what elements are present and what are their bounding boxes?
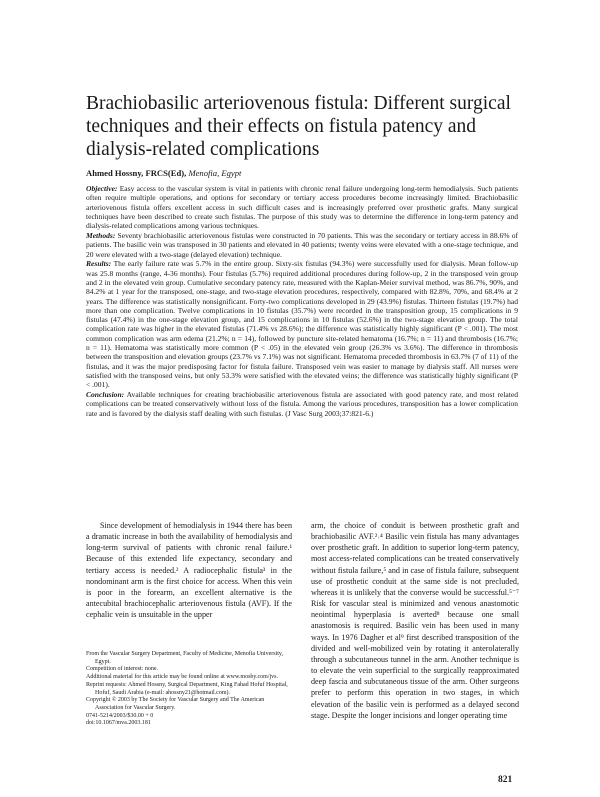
abstract-label: Methods: [86,230,116,240]
footnote-doi: doi:10.1067/mva.2003.181 [86,720,151,727]
footnote-issn: 0741-5214/2003/$30.00 + 0 [86,712,154,719]
footnote-additional: Additional material for this article may be found online at www.mosby.com/jvs. [86,674,279,681]
body-paragraph: Since development of hemodialysis in 1944 there has been a dramatic increase in both the availability of hemodialysis and long-term survival of patients with chronic renal failure.¹ Because of this extended life expectancy, secondary and tertiary access is needed.² A radiocephalic fistula³ in the nondominant arm is the first choice for access. When this vein is poor in the forearm, an excellent alternative is the antecubital brachiocephalic arteriovenous fistula (AVF). If the cephalic vein is unsuitable in the upper [86,521,292,620]
abstract-text: The early failure rate was 5.7% in the entire group. Sixty-six fistulas (94.3%) were successfully used for dialysis. Mean follow-up was 25.8 months (range, 4-36 months). Four fistulas (5.7%) required additional procedures during follow-up, 2 in the transposed vein group and 2 in the elevated vein group. Cumulative secondary patency rate, measured with the Kaplan-Meier survival method, was 86.7%, 90%, and 84.2% at 1 year for the transposed, one-stage, and two-stage elevation procedures, respectively, compared with 82.8%, 70%, and 68.4% at 2 years. The difference was statistically nonsignificant. Forty-two complications developed in 29 (43.9%) fistulas. Thirteen fistulas (19.7%) had more than one complication. Twelve complications in 10 fistulas (35.7%) were recorded in the transposition group, 15 complications in 9 fistulas (47.4%) in the one-stage elevation group, and 15 complications in 10 fistulas (52.6%) in the two-stage elevation group. The total complication rate was higher in the elevated fistulas (71.4% vs 28.6%); the difference was statistically highly significant (P < .001). The most common complication was arm edema (21.2%; n = 14), followed by puncture site-related hematoma (16.7%; n = 11) and thrombosis (16.7%; n = 11). Hematoma was statistically more common (P < .05) in the elevated vein group (26.3% vs 3.6%). The difference in thrombosis between the transposition and elevation groups (23.7% vs 7.1%) was not significant. Hematoma preceded thrombosis in 63.7% (7 of 11) of the fistulas, and it was the major predisposing factor for fistula failure. Transposed vein was easier to manage by dialysis staff. All nurses were satisfied with the transposed veins, but only 53.3% were satisfied with the elevated veins; the difference was statistically highly significant (P < .001). [86,259,518,390]
abstract-objective [86,184,518,230]
abstract-text: Easy access to the vascular system is vital in patients with chronic renal failure undergoing long-term hemodialysis. Such patients often require multiple operations, and options for secondary or tertiary access procedures become increasingly limited. Brachiobasilic arteriovenous fistula offers excellent access in such difficult cases and is increasingly preferred over prosthetic grafts. Many surgical techniques have been described to create such fistulas. The purpose of this study was to determine the difference in long-term patency and dialysis-related complications among various techniques. [86,184,519,231]
author-location: Menofia, Egypt [188,168,242,178]
author-name: Ahmed Hossny, FRCS(Ed), [86,168,187,178]
abstract-label: Results: [86,259,112,269]
article-title: Brachiobasilic arteriovenous fistula: Different surgical techniques and their effects on fistula patency and dialysis-related complications [86,93,511,160]
body-column-left [86,520,292,620]
abstract-methods [86,231,518,259]
footnotes [86,651,292,728]
abstract-text: Seventy brachiobasilic arteriovenous fistulas were constructed in 70 patients. This was the secondary or tertiary access in 88.6% of patients. The basilic vein was transposed in 30 patients and elevated in 40 patients; twenty veins were elevated with a one-stage technique, and 20 were elevated with a two-stage (delayed elevation) technique. [86,230,518,259]
footnote-reprint: Reprint requests: Ahmed Hossny, Surgical Department, King Fahad Hofuf Hospital, Hofuf, Saudi Arabia (e-mail: ahossny21@hotmail.com). [86,681,288,696]
page-number: 821 [498,775,513,785]
footnote-competition: Competition of interest: none. [86,666,158,673]
abstract-label: Objective: [86,184,118,193]
author-line [86,168,241,178]
abstract-results [86,259,518,389]
abstract [86,184,518,418]
footnote-copyright: Copyright © 2003 by The Society for Vascular Surgery and The American Association for Vascular Surgery. [86,697,265,711]
citation: (J Vasc Surg 2003;37:821-6.) [285,408,374,418]
abstract-text: Available techniques for creating brachiobasilic arteriovenous fistula are associated with good patency rate, and most related complications can be treated conservatively without loss of the fistula. Among the various procedures, transposition has a lower complication rate and is favored by the dialysis staff dealing with such fistulas. [86,390,518,418]
footnote-affiliation: From the Vascular Surgery Department, Faculty of Medicine, Menofia University, Egypt. [86,651,284,665]
body-column-right [311,520,519,721]
abstract-conclusion [86,390,518,418]
body-paragraph: arm, the choice of conduit is between prosthetic graft and brachiobasilic AVF.²˒⁴ Basilic vein fistula has many advantages over prosthetic graft. In addition to superior long-term patency, most access-related complications can be treated conservatively without fistula failure,⁵ and in case of fistula failure, subsequent use of prosthetic conduit at the same side is not precluded, whereas it is unlikely that the converse would be successful.⁵⁻⁷ Risk for vascular steal is minimized and venous anastomotic neointimal hyperplasia is averted⁸ because one small anastomosis is required. Basilic vein has been used in many ways. In 1976 Dagher et al⁹ first described transposition of the divided and well-mobilized vein by rotating it anterolaterally through a subcutaneous tunnel in the arm. Another technique is to elevate the vein superficial to the surgically reapproximated deep fascia and subcutaneous tissue of the arm. Other surgeons prefer to perform this operation in two stages, in which elevation of the basilic vein is performed as a delayed second stage. Despite the longer incisions and longer operating time [311,521,519,720]
abstract-label: Conclusion: [86,390,125,400]
